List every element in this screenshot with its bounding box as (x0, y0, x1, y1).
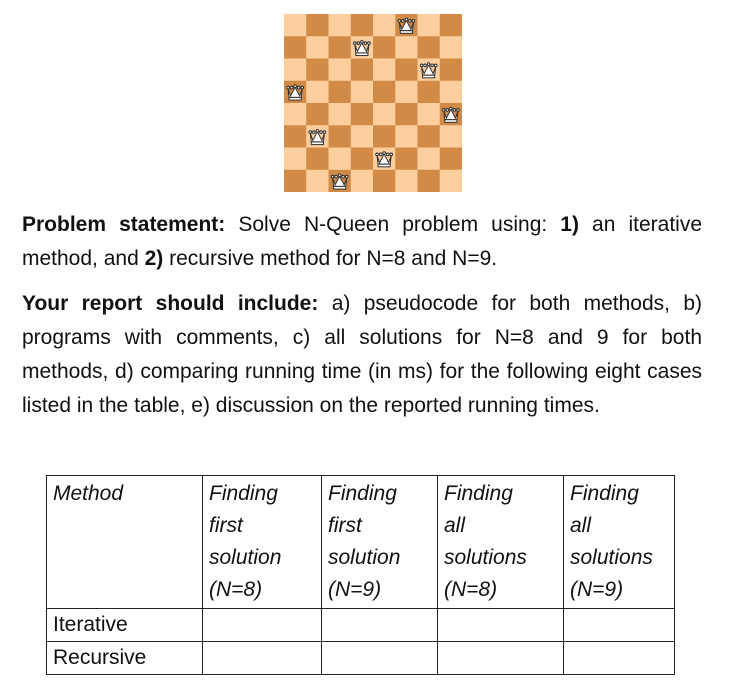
board-square (418, 170, 441, 192)
board-square (418, 148, 441, 171)
queen-icon (420, 63, 437, 78)
table-row (47, 609, 675, 642)
board-square (351, 81, 374, 104)
running-time-table (46, 475, 675, 675)
problem-text-2: an iterative method, and (22, 213, 702, 270)
board-square (306, 170, 329, 192)
board-square (418, 14, 441, 37)
board-square (373, 36, 396, 59)
problem-text-3: recursive method for N=8 and N=9. (163, 247, 498, 270)
board-square (351, 170, 374, 192)
board-square (395, 103, 418, 126)
board-square (306, 148, 329, 171)
chessboard-figure (284, 14, 462, 192)
table-row (47, 642, 675, 675)
queen-icon (442, 107, 459, 122)
board-square (395, 81, 418, 104)
board-square (351, 103, 374, 126)
board-square (306, 36, 329, 59)
board-square (351, 14, 374, 37)
board-square (418, 36, 441, 59)
table-cell (438, 609, 564, 642)
board-square (329, 59, 352, 82)
table-cell (203, 642, 322, 675)
board-square (440, 14, 462, 37)
board-square (306, 81, 329, 104)
method-number-1: 1) (560, 213, 579, 236)
board-square (351, 148, 374, 171)
table-cell (322, 609, 438, 642)
board-square (284, 14, 307, 37)
table-cell (438, 642, 564, 675)
problem-statement (22, 208, 702, 276)
board-square (418, 125, 441, 148)
queen-icon (353, 40, 370, 55)
board-square (373, 125, 396, 148)
queen-icon (331, 174, 348, 189)
board-square (373, 103, 396, 126)
board-square (395, 125, 418, 148)
header-first-n8: Finding first solution (N=8) (203, 476, 322, 609)
report-requirements (22, 287, 702, 423)
table-cell (564, 642, 675, 675)
header-all-n8: Finding all solutions (N=8) (438, 476, 564, 609)
board-square (306, 103, 329, 126)
problem-text-1: Solve N-Queen problem using: (225, 213, 561, 236)
board-square (329, 36, 352, 59)
board-square (395, 36, 418, 59)
header-all-n9: Finding all solutions (N=9) (564, 476, 675, 609)
table-header-row (47, 476, 675, 609)
queen-icon (287, 85, 304, 100)
problem-label: Problem statement: (22, 213, 226, 236)
board-square (284, 170, 307, 192)
table-cell (322, 642, 438, 675)
board-square (440, 59, 462, 82)
board-square (284, 103, 307, 126)
header-first-n9: Finding first solution (N=9) (322, 476, 438, 609)
board-square (440, 148, 462, 171)
chessboard (284, 14, 462, 192)
board-square (373, 14, 396, 37)
board-square (418, 103, 441, 126)
board-square (284, 125, 307, 148)
board-square (418, 81, 441, 104)
board-square (284, 59, 307, 82)
board-square (440, 170, 462, 192)
queen-icon (309, 129, 326, 144)
board-square (329, 125, 352, 148)
board-square (284, 148, 307, 171)
board-square (329, 103, 352, 126)
report-text: a) pseudocode for both methods, b) programs with comments, c) all solutions for N=8 and 9 for both methods, d) comparing running time (in ms) for the following eight cases listed in the table, e) discussion on the reported running times. (22, 292, 703, 417)
board-square (440, 81, 462, 104)
row-method-recursive: Recursive (47, 642, 203, 675)
report-label: Your report should include: (22, 292, 319, 315)
board-square (351, 125, 374, 148)
method-number-2: 2) (144, 247, 164, 270)
row-method-iterative: Iterative (47, 609, 203, 642)
header-method: Method (47, 476, 203, 609)
board-square (306, 59, 329, 82)
board-square (395, 170, 418, 192)
board-square (329, 14, 352, 37)
queen-icon (376, 152, 393, 167)
queen-icon (398, 18, 415, 33)
board-square (373, 170, 396, 192)
table-cell (564, 609, 675, 642)
table-cell (203, 609, 322, 642)
board-square (284, 36, 307, 59)
board-square (329, 148, 352, 171)
board-square (373, 59, 396, 82)
board-square (395, 59, 418, 82)
board-square (373, 81, 396, 104)
board-square (329, 81, 352, 104)
board-square (306, 14, 329, 37)
board-square (440, 36, 462, 59)
board-square (351, 59, 374, 82)
board-square (395, 148, 418, 171)
board-square (440, 125, 462, 148)
